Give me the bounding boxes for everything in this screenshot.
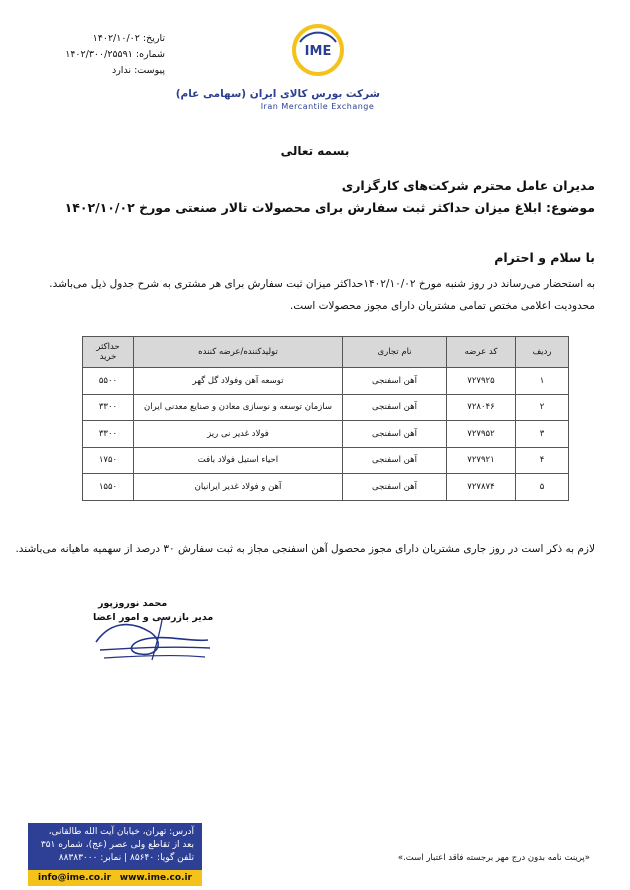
cell-row: ۳ [516,421,569,448]
letter-meta [40,31,165,79]
signatory-title: مدیر بازرسی و امور اعضا [93,612,214,623]
logo-mark-text: IME [304,44,331,59]
footer-website[interactable]: www.ime.co.ir [119,873,192,883]
footer-address-box [28,823,202,870]
subject: موضوع: ابلاغ میزان حداکثر ثبت سفارش برای محصولات تالار صنعتی مورخ ۱۴۰۲/۱۰/۰۲ [64,200,595,215]
footer-address-line1: آدرس: تهران، خیابان آیت الله طالقانی، [48,827,194,837]
col-header-code: کد عرضه [447,337,516,368]
ime-logo-icon [292,24,344,76]
footer-contact-strip [28,870,202,886]
cell-code: ۷۲۷۹۲۵ [447,368,516,395]
cell-code: ۷۲۷۹۲۱ [447,447,516,474]
table-row [83,447,569,474]
company-name-en: Iran Mercantile Exchange [260,102,375,111]
cell-producer: آهن و فولاد غدیر ایرانیان [134,474,343,501]
cell-brand: آهن اسفنجی [343,447,447,474]
table-row [83,394,569,421]
cell-brand: آهن اسفنجی [343,368,447,395]
letter-number: شماره: ۱۴۰۲/۳۰۰/۲۵۵۹۱ [65,49,165,60]
letter-attachment: پیوست: ندارد [111,65,165,76]
cell-brand: آهن اسفنجی [343,474,447,501]
order-limit-table [82,336,569,501]
cell-row: ۱ [516,368,569,395]
cell-brand: آهن اسفنجی [343,421,447,448]
signatory-name: محمد نوروزپور [98,598,168,609]
footer-email[interactable]: info@ime.co.ir [38,873,112,883]
cell-producer: توسعه آهن وفولاد گل گهر [134,368,343,395]
company-logo [175,24,380,111]
cell-producer: احیاء استیل فولاد بافت [134,447,343,474]
col-header-row: ردیف [516,337,569,368]
table-header-row [83,337,569,368]
cell-brand: آهن اسفنجی [343,394,447,421]
cell-code: ۷۲۸۰۴۶ [447,394,516,421]
cell-max-purchase: ۱۵۵۰ [83,474,134,501]
cell-row: ۴ [516,447,569,474]
cell-max-purchase: ۵۵۰۰ [83,368,134,395]
addressee: مدیران عامل محترم شرکت‌های کارگزاری [341,178,595,193]
footer-address-line3: تلفن گویا: ۸۵۶۴۰ | نمابر: ۸۸۳۸۳۰۰۰ [58,853,194,863]
cell-max-purchase: ۳۳۰۰ [83,394,134,421]
letter-date: تاریخ: ۱۴۰۲/۱۰/۰۲ [92,33,165,44]
table-row [83,421,569,448]
handwritten-signature [90,602,215,672]
footer-address-line2: بعد از تقاطع ولی عصر (عج)، شماره ۳۵۱ [40,840,194,850]
col-header-producer: تولیدکننده/عرضه کننده [134,337,343,368]
stamp-validity-note: «پرینت نامه بدون درج مهر برجسته فاقد اعتبار است.» [397,853,590,863]
cell-max-purchase: ۳۳۰۰ [83,421,134,448]
col-header-brand: نام تجاری [343,337,447,368]
bismillah: بسمه تعالی [280,144,350,158]
cell-row: ۲ [516,394,569,421]
cell-code: ۷۲۷۹۵۲ [447,421,516,448]
body-paragraph: به استحضار می‌رساند در روز شنبه مورخ ۱۴۰۲/۱۰/۰۲حداکثر میزان ثبت سفارش برای هر مشتری به شرح جدول ذیل می‌باشد. محدودیت اعلامی مختص تمامی مشتریان دارای مجوز محصولات است. [49,278,595,312]
cell-row: ۵ [516,474,569,501]
cell-producer: سازمان توسعه و نوسازی معادن و صنایع معدنی ایران [134,394,343,421]
table-row [83,368,569,395]
company-name-fa: شرکت بورس کالای ایران (سهامی عام) [175,88,380,100]
table-row [83,474,569,501]
greeting: با سلام و احترام [494,250,595,265]
cell-max-purchase: ۱۷۵۰ [83,447,134,474]
closing-note: لازم به ذکر است در روز جاری مشتریان دارای مجوز محصول آهن اسفنجی مجاز به ثبت سفارش ۳۰ درصد از سهمیه ماهیانه می‌باشند. [15,543,595,555]
cell-producer: فولاد غدیر نی ریز [134,421,343,448]
col-header-max-purchase: حداکثر خرید [83,337,134,368]
cell-code: ۷۲۷۸۷۴ [447,474,516,501]
